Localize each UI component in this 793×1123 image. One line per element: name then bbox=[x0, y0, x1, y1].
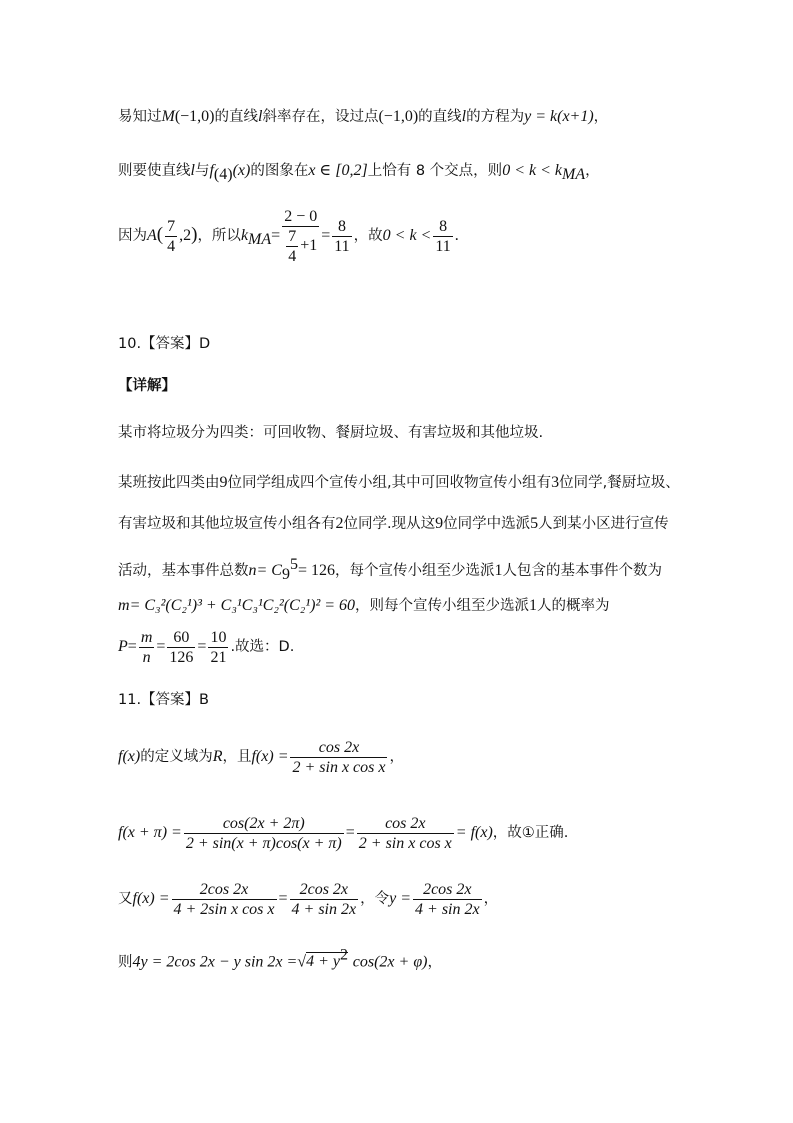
text-line-1: 易知过M(−1,0)的直线l斜率存在，设过点(−1,0)的直线l的方程为y = k(x+1)， bbox=[118, 108, 609, 125]
formula-line-1: f(x)的定义域为R，且f(x) = $\frac{\cos 2x}{\text{2 + sin x cos x}}$ ， bbox=[118, 738, 404, 776]
fraction: 2 − 0 $\frac{7}{4}$ +1 bbox=[284, 207, 318, 265]
fraction: $\frac{\cos(2x + 2\pi)}{2 + \sin(x + \pi)\cos(x + \pi)}$ bbox=[185, 814, 342, 852]
text-line-2: 则要使直线l与$f_{(4)}(x)$的图象在x ∈ [0,2]上恰有 8 个交点，则$0 < k < k_{MA}$， bbox=[118, 162, 600, 183]
fraction: $\frac{8}{11}$ bbox=[334, 217, 350, 255]
paragraph-4: 活动，基本事件总数$n= C_9^5= 126$，每个宣传小组至少选派1人包含的基本事件个数为 bbox=[118, 556, 662, 583]
formula-line-3: 又f(x) = $\frac{2\cos 2x}{\text{4 + 2sin x cos x}}$ = $\frac{2\cos 2x}{4 + \sin 2x}$ ，令y = $\frac{2\cos 2x}{4 + \sin 2x}$ ， bbox=[118, 880, 499, 918]
paragraph-2: 某班按此四类由9位同学组成四个宣传小组,其中可回收物宣传小组有3位同学,餐厨垃圾、 bbox=[118, 474, 680, 491]
fraction: $\frac{\cos 2x}{\text{2 + sin x cos x}}$ bbox=[292, 738, 386, 776]
fraction: $\frac{8}{11}$ bbox=[435, 217, 451, 255]
paragraph-5: m= C₃²(C₂¹)³ + C₃¹C₃¹C₂²(C₂¹)² = 60，则每个宣传小组至少选派1人的概率为 bbox=[118, 597, 610, 614]
paragraph-1: 某市将垃圾分为四类：可回收物、餐厨垃圾、有害垃圾和其他垃圾. bbox=[118, 425, 544, 441]
formula-line-2: f(x + π) = $\frac{\cos(2x + 2\pi)}{2 + \sin(x + \pi)\cos(x + \pi)}$ = $\frac{\cos 2x}{\text{2 + sin x cos x}}$ = f(x)，故①正确. bbox=[118, 814, 569, 852]
nested-fraction: $\frac{7}{4}$ bbox=[288, 227, 297, 265]
detail-header: 【详解】 bbox=[118, 378, 176, 394]
fraction: $\frac{2\cos 2x}{\text{4 + 2sin x cos x}}$ bbox=[173, 880, 275, 918]
sqrt-sign: √ bbox=[297, 953, 307, 971]
fraction: $\frac{\cos 2x}{\text{2 + sin x cos x}}$ bbox=[358, 814, 452, 852]
fraction: $\frac{60}{126}$ bbox=[169, 628, 194, 666]
answer-header-11: 11.【答案】B bbox=[118, 692, 210, 708]
text-line-3: 因为A( $\frac{7}{4}$ ,2)，所以$k_{MA}=$ 2 − 0 $\frac{7}{4}$ +1 = $\frac{8}{11}$ ，故0 < k < $\frac{8}{11}$ . bbox=[118, 207, 459, 265]
fraction: $\frac{2\cos 2x}{4 + \sin 2x}$ bbox=[415, 880, 480, 918]
sqrt-radicand: $4 + y^2$ bbox=[306, 947, 348, 971]
paragraph-3: 有害垃圾和其他垃圾宣传小组各有2位同学.现从这9位同学中选派5人到某小区进行宣传 bbox=[118, 515, 669, 532]
answer-header-10: 10.【答案】D bbox=[118, 336, 211, 352]
fraction: $\frac{7}{4}$ bbox=[167, 217, 176, 255]
fraction: $\frac{m}{n}$ bbox=[140, 628, 153, 666]
fraction: $\frac{2\cos 2x}{4 + \sin 2x}$ bbox=[291, 880, 357, 918]
fraction: $\frac{10}{21}$ bbox=[210, 628, 227, 666]
formula-line-4: 则4y = 2cos 2x − y $\sin 2x =√4 + y^2$ cos(2x + φ)， bbox=[118, 947, 442, 971]
paragraph-6: P= $\frac{m}{n}$ = $\frac{60}{126}$ = $\frac{10}{21}$ .故选：D. bbox=[118, 628, 295, 666]
